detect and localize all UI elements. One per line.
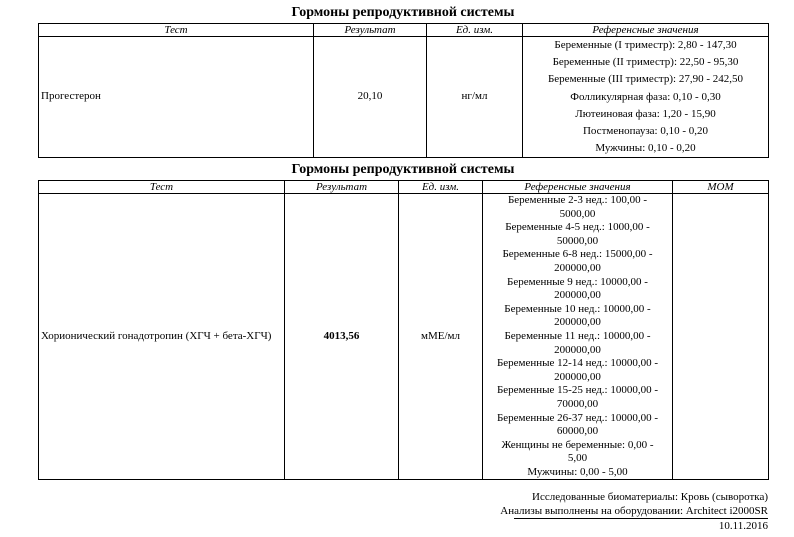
ref-line: 200000,00 (554, 289, 601, 302)
ref-line: 5000,00 (559, 207, 596, 220)
header-unit: Ед. изм. (399, 181, 483, 194)
section2-title: Гормоны репродуктивной системы (291, 162, 515, 177)
header-unit: Ед. изм. (427, 24, 523, 37)
ref-line: 200000,00 (554, 343, 601, 356)
ref-line: Беременные 6-8 нед.: 15000,00 - (502, 248, 653, 261)
ref-line: Беременные 2-3 нед.: 100,00 - (507, 194, 648, 206)
ref-line: Женщины не беременные: 0,00 - (501, 438, 654, 451)
table-row (39, 194, 769, 480)
biomaterial-note: Исследованные биоматериалы: Кровь (сыворотка) (532, 491, 768, 503)
ref-line: Лютеиновая фаза: 1,20 - 15,90 (575, 107, 716, 120)
equipment-note: Анализы выполнены на оборудовании: Architect i2000SR (500, 505, 768, 517)
header-mom: МОМ (673, 181, 769, 194)
test-name: Прогестерон (39, 37, 314, 158)
ref-line: 5,00 (567, 452, 588, 465)
header-test: Тест (39, 24, 314, 37)
ref-line: 70000,00 (556, 397, 599, 410)
table-header-row (39, 24, 769, 37)
ref-line: 50000,00 (556, 234, 599, 247)
header-result: Результат (314, 24, 427, 37)
test-result: 4013,56 (285, 194, 399, 480)
ref-line: Мужчины: 0,10 - 0,20 (595, 142, 696, 155)
ref-line: 200000,00 (554, 370, 601, 383)
ref-line: Беременные 26-37 нед.: 10000,00 - (496, 411, 659, 424)
section1-title: Гормоны репродуктивной системы (291, 5, 515, 20)
ref-line: 200000,00 (554, 316, 601, 329)
footer-divider (514, 518, 768, 519)
hcg-table (38, 180, 769, 480)
ref-line: Беременные 10 нед.: 10000,00 - (504, 302, 651, 315)
reference-values (523, 37, 769, 158)
ref-line: Беременные 12-14 нед.: 10000,00 - (496, 357, 659, 370)
ref-line: Беременные 15-25 нед.: 10000,00 - (496, 384, 659, 397)
reference-values (483, 194, 673, 480)
ref-line: Беременные (II триместр): 22,50 - 95,30 (552, 56, 739, 69)
table-row (39, 37, 769, 158)
table-header-row (39, 181, 769, 194)
ref-line: Беременные 9 нед.: 10000,00 - (507, 275, 648, 288)
ref-line: 200000,00 (554, 261, 601, 274)
ref-line: Постменопауза: 0,10 - 0,20 (582, 125, 709, 138)
ref-line: Беременные 4-5 нед.: 1000,00 - (505, 221, 650, 234)
test-unit: нг/мл (427, 37, 523, 158)
test-unit: мМЕ/мл (399, 194, 483, 480)
header-ref: Референсные значения (483, 181, 673, 194)
ref-line: Беременные 11 нед.: 10000,00 - (504, 329, 651, 342)
ref-line: 60000,00 (556, 425, 599, 438)
test-mom (673, 194, 769, 480)
progesterone-table (38, 23, 769, 158)
test-name: Хорионический гонадотропин (ХГЧ + бета-ХГЧ) (39, 194, 285, 480)
report-date: 10.11.2016 (718, 520, 768, 532)
ref-line: Мужчины: 0,00 - 5,00 (527, 465, 628, 478)
ref-line: Беременные (III триместр): 27,90 - 242,50 (547, 73, 744, 86)
ref-line: Беременные (I триместр): 2,80 - 147,30 (554, 39, 737, 51)
header-test: Тест (39, 181, 285, 194)
test-result: 20,10 (314, 37, 427, 158)
header-ref: Референсные значения (523, 24, 769, 37)
header-result: Результат (285, 181, 399, 194)
ref-line: Фолликулярная фаза: 0,10 - 0,30 (570, 90, 721, 103)
